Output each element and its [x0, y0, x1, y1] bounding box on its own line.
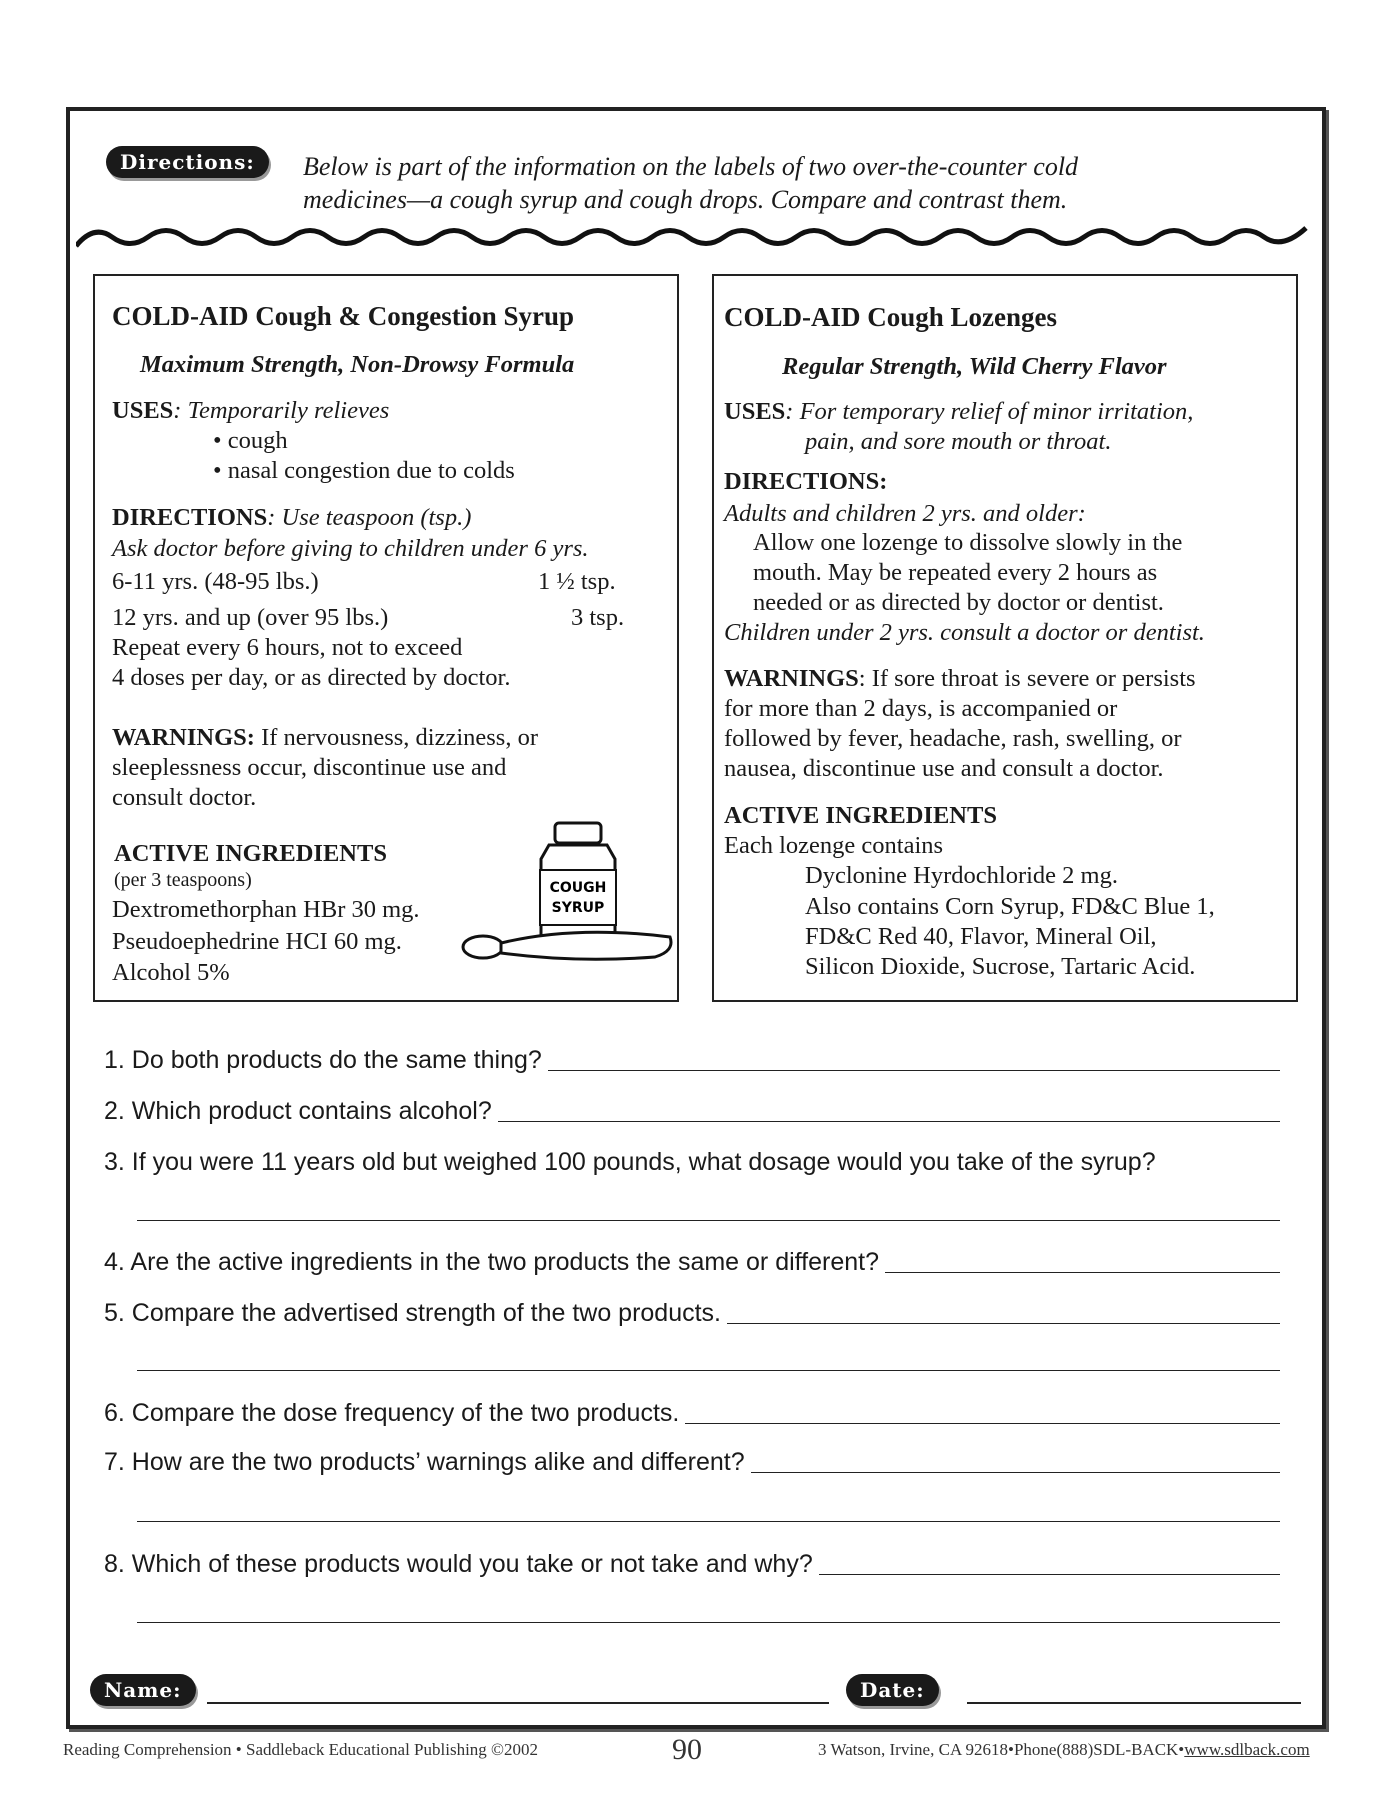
footer-url-link[interactable]: www.sdlback.com — [1184, 1740, 1310, 1759]
answer-line[interactable] — [885, 1272, 1280, 1273]
question-text: 2. Which product contains alcohol? — [104, 1097, 492, 1125]
colon: : — [879, 468, 888, 495]
answer-line[interactable] — [137, 1220, 1280, 1221]
answer-line[interactable] — [137, 1521, 1280, 1522]
question-4 — [104, 1247, 1280, 1277]
dose-age: 12 yrs. and up (over 95 lbs.) — [112, 604, 389, 631]
answer-line[interactable] — [727, 1323, 1280, 1324]
answer-line[interactable] — [548, 1070, 1280, 1071]
repeat-text: Repeat every 6 hours, not to exceed — [112, 634, 463, 661]
children-text: Children under 2 yrs. consult a doctor or dentist. — [724, 619, 1205, 646]
answer-line[interactable] — [137, 1622, 1280, 1623]
question-7 — [104, 1447, 1280, 1477]
uses-text: : For temporary relief of minor irritation, — [785, 398, 1194, 425]
uses-label: USES — [724, 398, 786, 425]
question-text: 6. Compare the dose frequency of the two products. — [104, 1399, 680, 1427]
cough-syrup-bottle-illustration — [455, 815, 680, 980]
question-text: 7. How are the two products’ warnings alike and different? — [104, 1448, 745, 1476]
warnings-text: nausea, discontinue use and consult a doctor. — [724, 755, 1164, 782]
ingredient: Silicon Dioxide, Sucrose, Tartaric Acid. — [805, 953, 1196, 980]
footer-publisher: Reading Comprehension • Saddleback Educational Publishing ©2002 — [63, 1740, 538, 1759]
ingredient: Dyclonine Hyrdochloride 2 mg. — [805, 862, 1118, 889]
warnings-text: sleeplessness occur, discontinue use and — [112, 754, 507, 781]
warnings-label: WARNINGS — [724, 665, 859, 692]
bottle-label-text: SYRUP — [551, 900, 605, 916]
directions-label: DIRECTIONS — [112, 504, 268, 531]
footer-address: 3 Watson, Irvine, CA 92618•Phone(888)SDL-BACK• — [818, 1740, 1185, 1759]
syrup-subtitle: Maximum Strength, Non-Drowsy Formula — [140, 351, 575, 378]
directions-line: medicines—a cough syrup and cough drops. Compare and contrast them. — [303, 185, 1068, 214]
question-text: 8. Which of these products would you take or not take and why? — [104, 1550, 813, 1578]
question-text: 3. If you were 11 years old but weighed 100 pounds, what dosage would you take of the syrup? — [104, 1148, 1156, 1176]
ingredient: Dextromethorphan HBr 30 mg. — [112, 896, 420, 923]
warnings-label: WARNINGS: — [112, 724, 255, 751]
allow-text: mouth. May be repeated every 2 hours as — [753, 559, 1158, 586]
date-field[interactable] — [967, 1702, 1301, 1704]
lozenges-subtitle: Regular Strength, Wild Cherry Flavor — [782, 353, 1167, 380]
footer-contact — [818, 1740, 1310, 1760]
syrup-title: COLD-AID Cough & Congestion Syrup — [112, 301, 575, 331]
ingredient: Alcohol 5% — [112, 959, 230, 986]
directions-badge: Directions: — [106, 146, 269, 178]
question-1 — [104, 1045, 1280, 1075]
uses-text: pain, and sore mouth or throat. — [805, 428, 1112, 455]
allow-text: needed or as directed by doctor or dentist. — [753, 589, 1164, 616]
uses-label: USES — [112, 397, 174, 424]
uses-text: : Temporarily relieves — [173, 397, 390, 424]
dose-amount: 1 ½ tsp. — [538, 568, 616, 595]
bullet-item: • cough — [213, 427, 288, 454]
question-text: 5. Compare the advertised strength of the two products. — [104, 1299, 722, 1327]
directions-text — [303, 150, 1263, 216]
question-5 — [104, 1298, 1280, 1328]
active-ingredients-label: ACTIVE INGREDIENTS — [724, 802, 997, 829]
wavy-divider — [76, 222, 1316, 252]
per-dose-note: (per 3 teaspoons) — [114, 869, 252, 891]
bullet-item: • nasal congestion due to colds — [213, 457, 515, 484]
question-6 — [104, 1398, 1280, 1428]
warnings-text: If nervousness, dizziness, or — [254, 724, 538, 751]
name-field[interactable] — [207, 1702, 829, 1704]
ingredient: FD&C Red 40, Flavor, Mineral Oil, — [805, 923, 1157, 950]
answer-line[interactable] — [137, 1370, 1280, 1371]
warnings-text: consult doctor. — [112, 784, 257, 811]
warnings-text: followed by fever, headache, rash, swelling, or — [724, 725, 1182, 752]
bottle-label-text: COUGH — [549, 880, 607, 896]
ingredient: Also contains Corn Syrup, FD&C Blue 1, — [805, 893, 1215, 920]
name-badge: Name: — [90, 1674, 196, 1706]
allow-text: Allow one lozenge to dissolve slowly in the — [753, 529, 1183, 556]
page-number: 90 — [672, 1733, 702, 1766]
answer-line[interactable] — [819, 1574, 1280, 1575]
directions-line: Below is part of the information on the labels of two over-the-counter cold — [303, 152, 1079, 181]
warnings-text: for more than 2 days, is accompanied or — [724, 695, 1118, 722]
dose-amount: 3 tsp. — [571, 604, 625, 631]
warnings-text: : If sore throat is severe or persists — [858, 665, 1196, 692]
each-lozenge-text: Each lozenge contains — [724, 832, 944, 859]
question-2 — [104, 1096, 1280, 1126]
answer-line[interactable] — [498, 1121, 1280, 1122]
lozenges-title: COLD-AID Cough Lozenges — [724, 302, 1058, 332]
question-3 — [104, 1147, 1280, 1177]
question-text: 4. Are the active ingredients in the two products the same or different? — [104, 1248, 879, 1276]
ingredient: Pseudoephedrine HCI 60 mg. — [112, 928, 402, 955]
answer-line[interactable] — [751, 1472, 1280, 1473]
adults-text: Adults and children 2 yrs. and older: — [724, 500, 1086, 527]
active-ingredients-label: ACTIVE INGREDIENTS — [114, 840, 387, 867]
directions-text: : Use teaspoon (tsp.) — [267, 504, 472, 531]
directions-label: DIRECTIONS — [724, 468, 880, 495]
date-badge: Date: — [846, 1674, 939, 1706]
answer-line[interactable] — [685, 1423, 1280, 1424]
ask-doctor: Ask doctor before giving to children under 6 yrs. — [112, 535, 589, 562]
question-8 — [104, 1549, 1280, 1579]
dose-age: 6-11 yrs. (48-95 lbs.) — [112, 568, 319, 595]
question-text: 1. Do both products do the same thing? — [104, 1046, 542, 1074]
repeat-text: 4 doses per day, or as directed by doctor. — [112, 664, 511, 691]
